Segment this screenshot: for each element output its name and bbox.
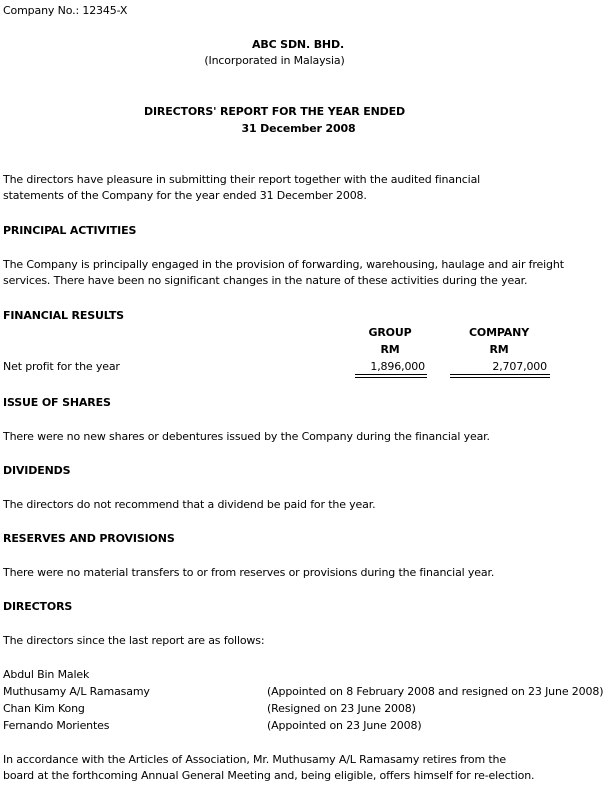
director-note: (Appointed on 23 June 2008) — [267, 719, 422, 732]
company-column-header: COMPANY — [468, 326, 530, 339]
group-total-underline-1 — [355, 374, 427, 375]
director-name: Muthusamy A/L Ramasamy — [3, 685, 150, 698]
intro-paragraph-line1: The directors have pleasure in submitting their report together with the audited financial — [3, 173, 481, 186]
company-total-underline-1 — [450, 374, 550, 375]
directors-heading: DIRECTORS — [3, 600, 73, 613]
financial-results-heading: FINANCIAL RESULTS — [3, 309, 124, 322]
company-total-underline-2 — [450, 377, 550, 378]
reserves-heading: RESERVES AND PROVISIONS — [3, 532, 175, 545]
dividends-text: The directors do not recommend that a dividend be paid for the year. — [3, 498, 376, 511]
principal-activities-heading: PRINCIPAL ACTIVITIES — [3, 224, 137, 237]
retirement-paragraph-line2: board at the forthcoming Annual General Meeting and, being eligible, offers himself for re-election. — [3, 769, 535, 782]
director-note: (Appointed on 8 February 2008 and resigned on 23 June 2008) — [267, 685, 604, 698]
report-date: 31 December 2008 — [241, 122, 356, 135]
company-unit: RM — [489, 343, 509, 356]
intro-paragraph-line2: statements of the Company for the year ended 31 December 2008. — [3, 189, 367, 202]
director-name: Chan Kim Kong — [3, 702, 85, 715]
group-total-underline-2 — [355, 377, 427, 378]
director-name: Abdul Bin Malek — [3, 668, 90, 681]
principal-activities-line1: The Company is principally engaged in the provision of forwarding, warehousing, haulage and air freight — [3, 258, 564, 271]
issue-of-shares-text: There were no new shares or debentures issued by the Company during the financial year. — [3, 430, 490, 443]
group-net-profit-value: 1,896,000 — [370, 360, 425, 373]
company-net-profit-value: 2,707,000 — [492, 360, 547, 373]
company-number: Company No.: 12345-X — [3, 4, 128, 17]
directors-intro: The directors since the last report are as follows: — [3, 634, 265, 647]
reserves-text: There were no material transfers to or from reserves or provisions during the financial year. — [3, 566, 495, 579]
dividends-heading: DIVIDENDS — [3, 464, 71, 477]
incorporation-note: (Incorporated in Malaysia) — [204, 54, 345, 67]
director-name: Fernando Morientes — [3, 719, 110, 732]
group-column-header: GROUP — [368, 326, 412, 339]
report-title: DIRECTORS' REPORT FOR THE YEAR ENDED — [143, 105, 406, 118]
company-name: ABC SDN. BHD. — [251, 38, 345, 51]
issue-of-shares-heading: ISSUE OF SHARES — [3, 396, 111, 409]
group-unit: RM — [380, 343, 400, 356]
retirement-paragraph-line1: In accordance with the Articles of Association, Mr. Muthusamy A/L Ramasamy retires from the — [3, 753, 506, 766]
principal-activities-line2: services. There have been no significant changes in the nature of these activities during the year. — [3, 274, 528, 287]
net-profit-label: Net profit for the year — [3, 360, 120, 373]
director-note: (Resigned on 23 June 2008) — [267, 702, 416, 715]
